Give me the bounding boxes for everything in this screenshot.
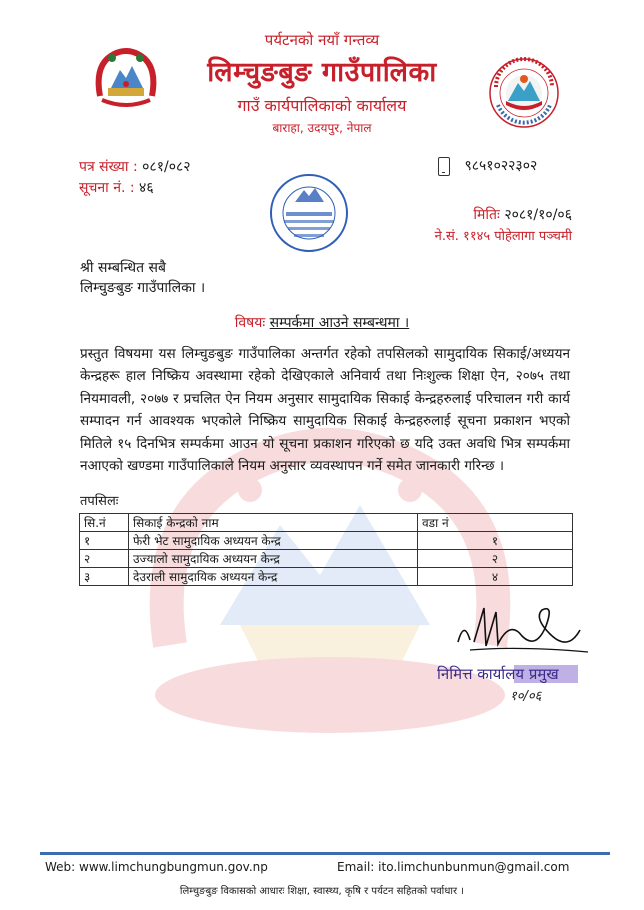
cell-sn: २ xyxy=(80,550,129,568)
table-caption: तपसिलः xyxy=(80,494,119,509)
date-value: २०८१/१०/०६ xyxy=(504,207,572,223)
footer-email: Email: ito.limchunbunmun@gmail.com xyxy=(337,860,570,874)
letter-number xyxy=(79,157,191,176)
column-header-sn: सि.नं xyxy=(80,514,129,532)
tagline: पर्यटनको नयाँ गन्तव्य xyxy=(264,31,380,49)
date xyxy=(442,205,572,224)
cell-sn: १ xyxy=(80,532,129,550)
table-row xyxy=(80,568,573,586)
letter-number-label: पत्र संख्या : xyxy=(79,159,138,175)
table-row xyxy=(80,532,573,550)
municipality-name: लिम्चुङबुङ गाउँपालिका xyxy=(207,57,437,88)
cell-center-name: देउराली सामुदायिक अध्ययन केन्द्र xyxy=(129,568,418,586)
footer-divider xyxy=(40,852,610,855)
table-row xyxy=(80,550,573,568)
nepal-sambat-date: ने.सं. ११४५ पोहेलागा पञ्चमी xyxy=(434,229,572,244)
subject xyxy=(0,313,644,332)
phone-number-text: ९८५१०२२३०२ xyxy=(464,158,538,174)
notice-body: प्रस्तुत विषयमा यस लिम्चुङबुङ गाउँपालिका अन्तर्गत रहेको तपसिलको सामुदायिक सिकाई/अध्ययन केन्द्रहरू हाल निष्क्रिय अवस्थामा रहेको देखिएकाले अनिवार्य तथा निःशुल्क शिक्षा ऐन, २०७५ तथा नियमावली, २०७७ र प्रचलित ऐन नियम अनुसार सामुदायिक सिकाई केन्द्रहरुलाई परिचालन गरी कार्य सम्पादन गर्न आवश्यक भएकोले निष्क्रिय सामुदायिक सिकाई केन्द्रहरुलाई सूचना प्रकाशन भएको मितिले १५ दिनभित्र सम्पर्कमा आउन यो सूचना प्रकाशन गरिएको छ यदि उक्त अवधि भित्र सम्पर्कमा नआएको खण्डमा गाउँपालिकाले नियम अनुसार व्यवस्थापन गर्ने समेत जानकारी गरिन्छ । xyxy=(80,346,570,475)
cell-center-name: फेरी भेट सामुदायिक अध्ययन केन्द्र xyxy=(129,532,418,550)
notice-number xyxy=(79,178,154,197)
cell-ward: २ xyxy=(418,550,573,568)
cell-ward: १ xyxy=(418,532,573,550)
footer-website: Web: www.limchungbungmun.gov.np xyxy=(45,860,268,874)
learning-centers-table xyxy=(79,513,573,586)
notice-number-value: ४६ xyxy=(139,180,154,196)
phone-icon xyxy=(438,157,450,176)
recipient-line-2: लिम्चुङबुङ गाउँपालिका । xyxy=(80,280,206,296)
letter-number-value: ०८१/०८२ xyxy=(142,159,191,175)
footer-motto: लिम्चुङबुङ विकासको आधारः शिक्षा, स्वास्थ्य, कृषि र पर्यटन सहितको पर्वाधार । xyxy=(179,886,465,897)
cell-center-name: उज्यालो सामुदायिक अध्ययन केन्द्र xyxy=(129,550,418,568)
subject-text: सम्पर्कमा आउने सम्बन्धमा । xyxy=(269,315,410,331)
nepal-emblem-icon xyxy=(92,44,160,112)
cell-sn: ३ xyxy=(80,568,129,586)
signatory-designation: निमित्त कार्यालय प्रमुख xyxy=(437,665,559,683)
cell-ward: ४ xyxy=(418,568,573,586)
column-header-center-name: सिकाई केन्द्रको नाम xyxy=(129,514,418,532)
municipality-logo-icon xyxy=(488,57,560,129)
column-header-ward: वडा नं xyxy=(418,514,573,532)
office-address: बाराहा, उदयपुर, नेपाल xyxy=(272,121,372,135)
table-header-row xyxy=(80,514,573,532)
phone-number xyxy=(438,156,537,176)
office-name: गाउँ कार्यपालिकाको कार्यालय xyxy=(237,96,407,115)
office-stamp-icon xyxy=(268,172,350,254)
subject-label: विषयः xyxy=(234,315,266,331)
signature-date: १०/०६ xyxy=(510,689,542,704)
date-label: मितिः xyxy=(473,207,500,223)
notice-number-label: सूचना नं. : xyxy=(79,180,135,196)
signature-icon xyxy=(450,590,590,660)
recipient-line-1: श्री सम्बन्धित सबै xyxy=(80,260,166,276)
